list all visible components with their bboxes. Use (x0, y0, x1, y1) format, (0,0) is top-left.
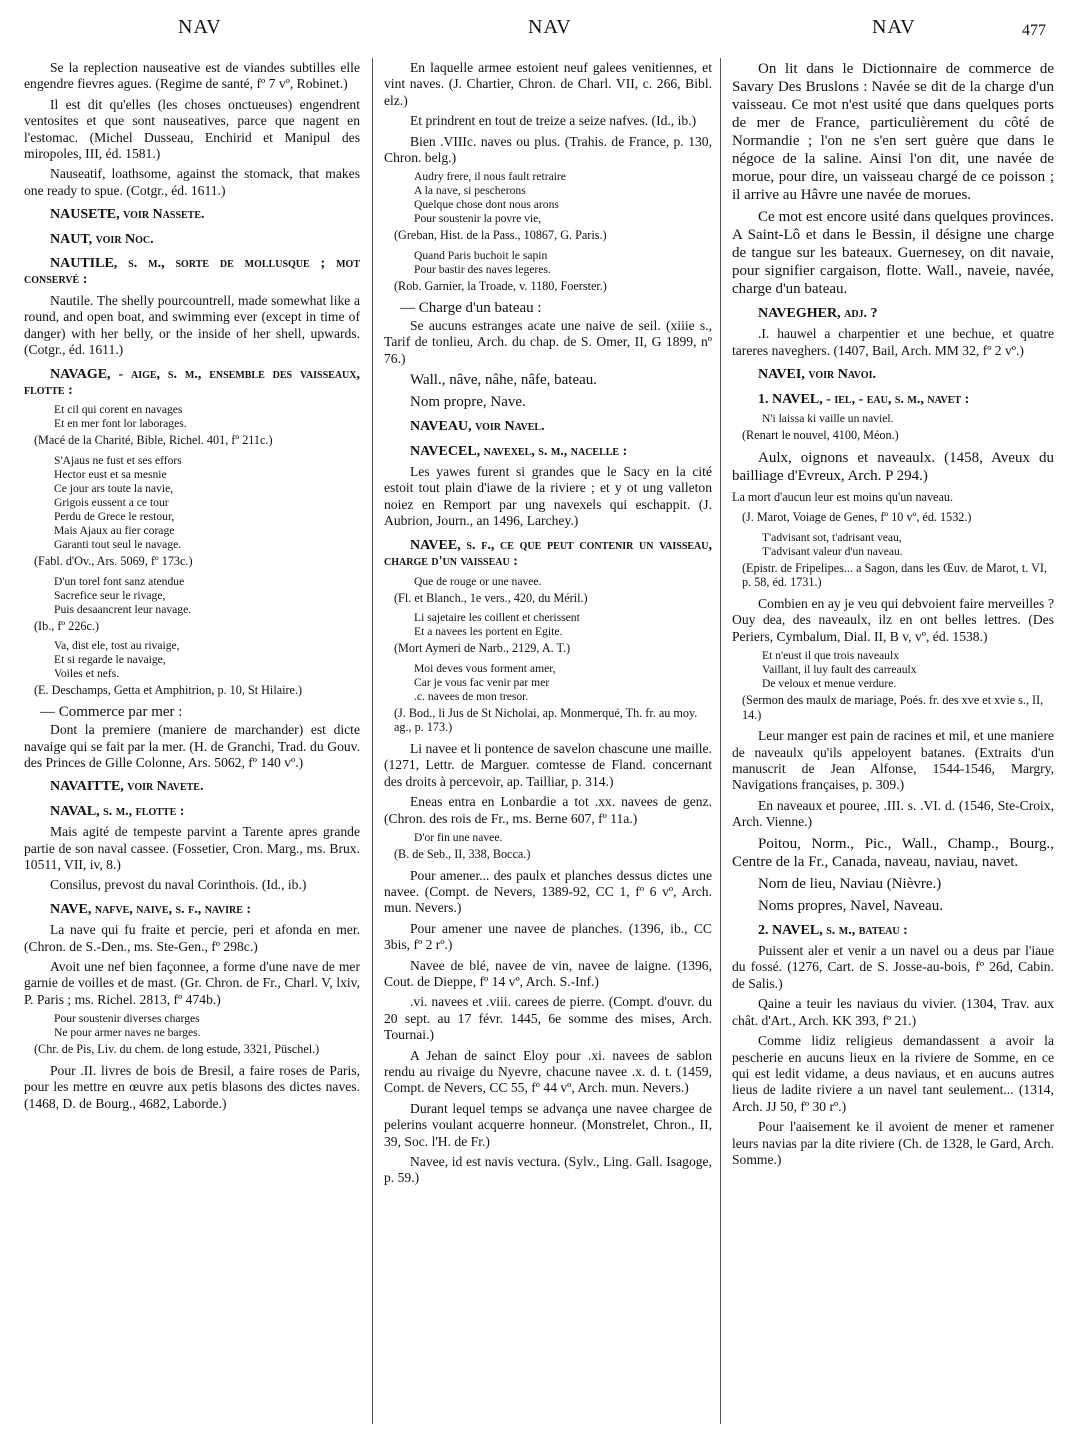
paragraph: Il est dit qu'elles (les choses onctueuses) engendrent ventosites et que sont nauseatives, parce que nagent en l'estomac. (Michel Dusseau, Enchirid et Manipul des miropoles, III, éd. 1581.) (24, 96, 360, 162)
citation: (Fl. et Blanch., 1e vers., 420, du Méril.) (394, 590, 588, 605)
verse-line: Ne pour armer naves ne barges. (54, 1026, 201, 1040)
citation: (J. Bod., li Jus de St Nicholai, ap. Monmerqué, Th. fr. au moy. ag., p. 173.) (394, 705, 698, 735)
verse-block (762, 412, 1054, 426)
verse-line: N'i laissa ki vaille un naviel. (762, 412, 894, 426)
verse-line: Moi deves vous forment amer, (414, 661, 556, 675)
paragraph: Avoit une nef bien façonnee, a forme d'une nave de mer garnie de voilles et de mast. (Gr. Chron. de Fr., Charl. V, lxiv, P. Paris ; ms. Richel. 2813, fº 474b.) (24, 958, 360, 1007)
entry-headword: NAUTILE, s. m., sorte de mollusque ; mot conservé : (24, 256, 360, 288)
verse-line: Vaillant, il luy fault des carreaulx (762, 663, 917, 677)
verse-line: Sacrefice seur le rivage, (54, 588, 166, 602)
paragraph: Les yawes furent si grandes que le Sacy en la cité estoit tout plain d'iawe de la riviere ; et y ot ung valleton noiez en Remport par ung navexels qui eschappit. (J. Aubrion, Journ., an 1496, Larchey.) (384, 464, 712, 529)
verse-block (414, 249, 712, 277)
verse-line: De veloux et menue verdure. (762, 677, 897, 691)
paragraph: A Jehan de sainct Eloy pour .xi. navees de sablon rendu au rivaige du Nyevre, chacune navee .x. d. t. (1459, Compt. de Nevers, CC 55, fº 44 vº, Arch. mun. Nevers.) (384, 1047, 712, 1096)
verse-line: Quand Paris buchoit le sapin (414, 249, 548, 263)
paragraph: Noms propres, Navel, Naveau. (758, 897, 943, 914)
paragraph: Navee de blé, navee de vin, navee de laigne. (1396, Cout. de Dieppe, fº 14 vº, Arch. S.-Inf.) (384, 957, 712, 989)
paragraph: Pour l'aaisement ke il avoient de mener et ramener leurs navias par la dite riviere (Ch. de 1328, le Gard, Arch. Somme.) (732, 1119, 1054, 1167)
paragraph: Dont la premiere (maniere de marchander) est dicte navaige qui se fait par la mer. (H. de Granchi, Trad. du Gouv. des Princes de Gille Colonne, Ars. 5062, fº 140 vº.) (24, 722, 360, 770)
verse-line: Hector eust et sa mesnie (54, 467, 167, 481)
verse-block (54, 403, 360, 431)
paragraph: Et prindrent en tout de treize a seize nafves. (Id., ib.) (410, 113, 697, 129)
paragraph: Navee, id est navis vectura. (Sylv., Ling. Gall. Isagoge, p. 59.) (384, 1154, 712, 1186)
verse-line: .c. navees de mon tresor. (414, 689, 529, 703)
verse-block (762, 531, 1054, 559)
verse-line: A la nave, si pescherons (414, 184, 526, 198)
paragraph: Combien en ay je veu qui debvoient faire merveilles ? Ouy dea, des naveaulx, ilz en ont belles lettres. (Des Periers, Cymbalum, Dial. II, B v, vº, éd. 1538.) (732, 595, 1054, 644)
verse-block (54, 1012, 360, 1040)
verse-line: Pour bastir des naves legeres. (414, 263, 551, 277)
citation: (Mort Aymeri de Narb., 2129, A. T.) (394, 641, 571, 656)
verse-block (414, 575, 712, 589)
verse-line: D'or fin une navee. (414, 830, 503, 844)
verse-line: Et en mer font lor laborages. (54, 417, 187, 431)
entry-headword: NAVAL, s. m., flotte : (50, 803, 185, 819)
verse-line: Va, dist ele, tost au rivaige, (54, 639, 180, 653)
paragraph: Nom propre, Nave. (410, 394, 526, 411)
verse-line: Ce jour ars toute la navie, (54, 481, 174, 495)
column-middle (384, 60, 712, 1428)
paragraph: Ce mot est encore usité dans quelques provinces. A Saint-Lô et dans le Bessin, il désigne une charge de tangue sur les bateaux. Guernesey, on dit navaie, pour signifier cargaison, flotte. Wall., naveie, navée, charge d'un bateau. (732, 209, 1054, 297)
paragraph: Bien .VIIIc. naves ou plus. (Trahis. de France, p. 130, Chron. belg.) (384, 133, 712, 166)
verse-block (762, 649, 1054, 691)
verse-line: Pour soustenir diverses charges (54, 1012, 200, 1026)
paragraph: Pour .II. livres de bois de Bresil, a faire roses de Paris, pour les mettre en œuvre aux petis blasons des dictes naves. (1468, D. de Bourg., 4682, Laborde.) (24, 1062, 360, 1111)
paragraph: Aulx, oignons et naveaulx. (1458, Aveux du bailliage d'Evreux, Arch. P 294.) (732, 449, 1054, 484)
paragraph: Qaine a teuir les naviaus du vivier. (1304, Trav. aux chât. d'Art., Arch. KK 393, fº 21.) (732, 996, 1054, 1028)
citation: (Renart le nouvel, 4100, Méon.) (742, 428, 899, 443)
entry-headword: 1. NAVEL, - iel, - eau, s. m., navet : (758, 391, 970, 407)
paragraph: .I. hauwel a charpentier et une bechue, et quatre tareres naveghers. (1407, Bail, Arch. MM 32, fº 2 vº.) (732, 326, 1054, 358)
header-right: NAV (872, 16, 916, 38)
verse-line: Et n'eust il que trois naveaulx (762, 649, 899, 663)
sense-heading: — Charge d'un bateau : (400, 299, 542, 316)
running-header (0, 16, 1078, 46)
paragraph: Se la replection nauseative est de viandes subtilles elle engendre fievres agues. (Regime de santé, fº 7 vº, Robinet.) (24, 60, 360, 92)
verse-line: Mais Ajaux au fier corage (54, 523, 175, 537)
verse-line: Que de rouge or une navee. (414, 574, 542, 588)
quoted-line: La mort d'aucun leur est moins qu'un naveau. (732, 489, 953, 504)
page-number: 477 (1022, 22, 1046, 39)
header-center: NAV (528, 16, 572, 38)
paragraph: On lit dans le Dictionnaire de commerce de Savary Des Bruslons : Navée se dit de la charge d'un vaisseau. Ce mot n'est usité que dans quelques ports de mer de France, particulièrement du côté de Normandie ; l'on ne s'en sert guère que dans le négoce de la saline. Ainsi l'on dit, une navée de morue, pour dire, un vaisseau chargé de ce poisson ; il arrive au Hâvre une navée de morues. (732, 61, 1054, 203)
entry-headword: NAVAGE, - aige, s. m., ensemble des vaisseaux, flotte : (24, 366, 360, 398)
verse-line: Audry frere, il nous fault retraire (414, 170, 566, 184)
paragraph: Leur manger est pain de racines et mil, et une maniere de naveaulx qu'ils appeloyent batanes. (Extraits d'un manuscrit de Jean Alfonse, 1544-1546, Margry, Navigations françaises, p. 309.) (732, 728, 1054, 793)
column-right (732, 60, 1054, 1428)
entry-headword: NAVEE, s. f., ce que peut contenir un vaisseau, charge d'un vaisseau : (384, 537, 712, 570)
verse-line: Grigois eussent a ce tour (54, 495, 169, 509)
citation: (Rob. Garnier, la Troade, v. 1180, Foerster.) (394, 279, 607, 294)
verse-block (414, 662, 712, 704)
column-rule (372, 58, 373, 1424)
paragraph: Pour amener... des paulx et planches dessus dictes une navee. (Compt. de Nevers, 1389-92, CC 1, fº 6 vº, Arch. mun. Nevers.) (384, 867, 712, 916)
verse-line: Et cil qui corent en navages (54, 403, 183, 417)
paragraph: Consilus, prevost du naval Corinthois. (Id., ib.) (50, 877, 307, 893)
column-rule (720, 58, 721, 1424)
citation: (Fabl. d'Ov., Ars. 5069, fº 173c.) (34, 553, 193, 568)
header-left: NAV (178, 16, 222, 38)
paragraph: En laquelle armee estoient neuf galees venitiennes, et vint naves. (J. Chartier, Chron. de Charl. VII, c. 266, Bibl. elz.) (384, 60, 712, 108)
entry-headword: NAVEGHER, adj. ? (758, 306, 878, 321)
verse-line: D'un torel font sanz atendue (54, 574, 185, 588)
entry-headword: NAUT, voir Noc. (50, 231, 154, 247)
verse-block (54, 575, 360, 617)
entry-headword: NAUSETE, voir Nassete. (50, 207, 205, 223)
verse-line: Pour soustenir la povre vie, (414, 212, 542, 226)
citation: (Macé de la Charité, Bible, Richel. 401, fº 211c.) (34, 433, 273, 448)
verse-block (414, 611, 712, 639)
paragraph: Poitou, Norm., Pic., Wall., Champ., Bourg., Centre de la Fr., Canada, naveau, naviau, navet. (732, 835, 1054, 870)
paragraph: En naveaux et pouree, .III. s. .VI. d. (1546, Ste-Croix, Arch. Vienne.) (732, 797, 1054, 830)
paragraph: Comme lidiz religieus demandassent a avoir la pescherie en aucuns lieux en la riviere de Somme, en ce qui est ledit vidame, a deus naviaus, et en aucuns autres lieus de ladite riviere a un navel tant seulement... (1314, Arch. JJ 50, fº 30 rº.) (732, 1033, 1054, 1114)
entry-headword: NAVEI, voir Navoi. (758, 367, 876, 383)
verse-line: Puis desaancrent leur navage. (54, 602, 192, 616)
verse-line: Quelque chose dont nous arons (414, 198, 559, 212)
paragraph: Nom de lieu, Naviau (Nièvre.) (758, 875, 942, 892)
verse-block (54, 639, 360, 681)
citation: (Ib., fº 226c.) (34, 618, 100, 633)
verse-line: Garanti tout seul le navage. (54, 537, 182, 551)
citation: (J. Marot, Voiage de Genes, fº 10 vº, éd. 1532.) (742, 510, 972, 525)
entry-headword: NAVEAU, voir Navel. (410, 419, 545, 435)
paragraph: Eneas entra en Lonbardie a tot .xx. navees de genz. (Chron. des rois de Fr., ms. Berne 607, fº 11a.) (384, 794, 712, 826)
paragraph: Wall., nâve, nâhe, nâfe, bateau. (410, 372, 598, 389)
verse-block (414, 831, 712, 845)
paragraph: Se aucuns estranges acate une naive de seil. (xiiie s., Tarif de tonlieu, Arch. du chap. de S. Omer, II, G 1899, nº 76.) (384, 318, 712, 366)
verse-line: T'advisant sot, t'adrisant veau, (762, 530, 902, 544)
citation: (Greban, Hist. de la Pass., 10867, G. Paris.) (394, 228, 607, 243)
paragraph: .vi. navees et .viii. carees de pierre. (Compt. d'ouvr. du 20 sept. au 17 févr. 1445, 6e somme des mises, Arch. Tournai.) (384, 994, 712, 1043)
entry-headword: NAVECEL, navexel, s. m., nacelle : (410, 443, 628, 459)
paragraph: Nauseatif, loathsome, against the stomack, that makes one ready to spue. (Cotgr., éd. 1611.) (24, 166, 360, 198)
citation: (E. Deschamps, Getta et Amphitrion, p. 10, St Hilaire.) (34, 683, 303, 698)
verse-line: T'advisant valeur d'un naveau. (762, 544, 903, 558)
paragraph: Mais agité de tempeste parvint a Tarente apres grande partie de son naval cassee. (Fossetier, Cron. Marg., ms. Brux. 10511, VII, iv, 8.) (24, 824, 360, 872)
citation: (Sermon des maulx de mariage, Poés. fr. des xve et xvie s., II, 14.) (742, 693, 1044, 722)
paragraph: Li navee et li pontence de savelon chascune une maille. (1271, Lettr. de Marguer. comtesse de Fland. concernant des droits à percevoir, ap. Tailliar, p. 314.) (384, 740, 712, 789)
column-left (24, 60, 360, 1428)
sense-heading: — Commerce par mer : (40, 703, 183, 720)
paragraph: Nautile. The shelly pourcountrell, made somewhat like a round, and open boat, and swimming ever (except in time of danger) with her belly, or the inside of her shell, upwards. (Cotgr., éd. 1611.) (24, 292, 360, 358)
verse-line: S'Ajaus ne fust et ses effors (54, 453, 182, 467)
verse-block (414, 170, 712, 226)
verse-line: Voiles et nefs. (54, 667, 120, 681)
citation: (Chr. de Pis, Liv. du chem. de long estude, 3321, Püschel.) (34, 1042, 320, 1057)
paragraph: Pour amener une navee de planches. (1396, ib., CC 3bis, fº 2 rº.) (384, 920, 712, 953)
citation: (Epistr. de Fripelipes... a Sagon, dans les Œuv. de Marot, t. VI, p. 58, éd. 1731.) (742, 560, 1047, 590)
citation: (B. de Seb., II, 338, Bocca.) (394, 846, 531, 861)
verse-block (54, 454, 360, 552)
verse-line: Perdu de Grece le restour, (54, 509, 175, 523)
paragraph: Puissent aler et venir a un navel ou a deus par l'iaue du fossé. (1276, Cart. de S. Josse-au-bois, fº 26d, Cabin. de Salis.) (732, 943, 1054, 991)
verse-line: Et si regarde le navaige, (54, 653, 166, 667)
verse-line: Et a navees les portent en Egite. (414, 625, 563, 639)
verse-line: Car je vous fac venir par mer (414, 675, 550, 689)
paragraph: Durant lequel temps se advança une navee chargee de pelerins voulant acquerre honneur. (Monstrelet, Chron., II, 39, Soc. l'H. de Fr.) (384, 1100, 712, 1149)
paragraph: La nave qui fu fraite et percie, peri et afonda en mer. (Chron. de S.-Den., ms. Ste-Gen., fº 298c.) (24, 922, 360, 954)
entry-headword: NAVE, nafve, naive, s. f., navire : (50, 901, 252, 917)
entry-headword: 2. NAVEL, s. m., bateau : (758, 922, 908, 938)
entry-headword: NAVAITTE, voir Navete. (50, 779, 204, 795)
verse-line: Li sajetaire les coillent et cherissent (414, 611, 580, 625)
